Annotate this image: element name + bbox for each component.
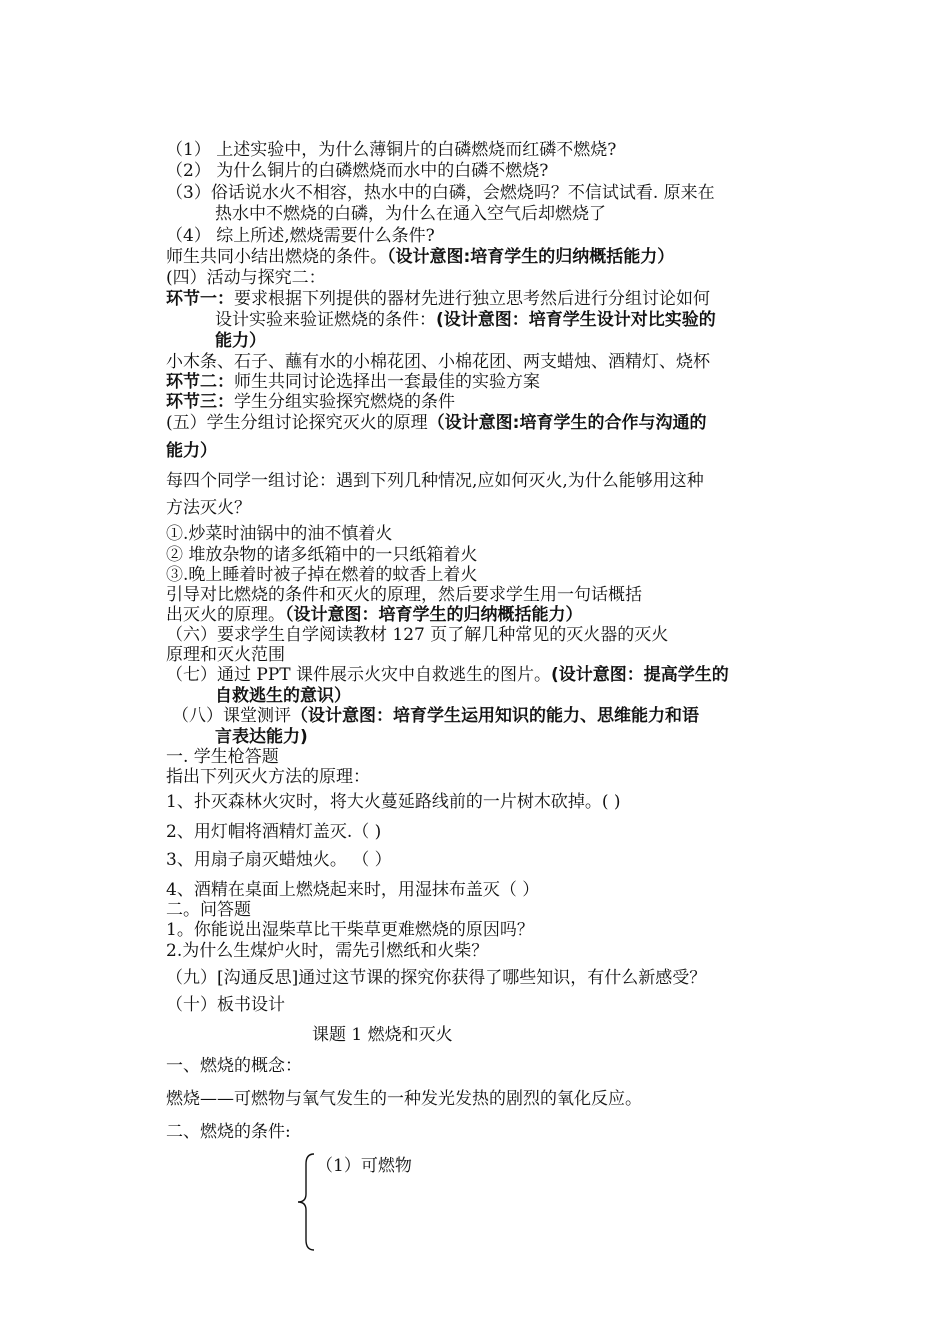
question-2: （2） 为什么铜片的白磷燃烧而水中的白磷不燃烧?	[166, 161, 549, 181]
question-1: （1） 上述实验中，为什么薄铜片的白磷燃烧而红磷不燃烧?	[166, 140, 617, 160]
summary-line	[166, 247, 786, 267]
step-2-text: 师生共同讨论选择出一套最佳的实验方案	[234, 372, 540, 392]
section-8-line-1	[172, 706, 792, 726]
section-7-line-1	[166, 665, 786, 685]
test-item-3: 3、用扇子扇灭蜡烛火。 （ ）	[166, 850, 392, 870]
section-8-intent: （设计意图：培育学生运用知识的能力、思维能力和语	[291, 706, 699, 726]
step-1-label: 环节一：	[166, 289, 234, 309]
step-1-intent-end: 能力）	[215, 331, 266, 351]
part-1-hint: 指出下列灭火方法的原理：	[166, 767, 370, 787]
group-discussion-line-1: 每四个同学一组讨论：遇到下列几种情况,应如何灭火,为什么能够用这种	[166, 471, 704, 491]
group-discussion-line-2: 方法灭火？	[166, 498, 251, 518]
board-concept-heading: 一、燃烧的概念：	[166, 1056, 302, 1076]
section-5-intent-end: 能力）	[166, 441, 217, 461]
guide-text: 出灭火的原理。	[166, 605, 285, 625]
part-1-heading: 一. 学生枪答题	[166, 747, 279, 767]
answer-question-1: 1。你能说出湿柴草比干柴草更难燃烧的原因吗？	[166, 920, 534, 940]
guide-intent: （设计意图：培育学生的归纳概括能力）	[285, 605, 583, 625]
part-2-heading: 二。问答题	[166, 900, 251, 920]
step-1-line-1	[166, 289, 786, 309]
step-3	[166, 392, 786, 412]
section-5-heading	[166, 413, 786, 433]
materials-list: 小木条、石子、蘸有水的小棉花团、小棉花团、两支蜡烛、酒精灯、烧杯	[166, 352, 710, 372]
step-3-text: 学生分组实验探究燃烧的条件	[234, 392, 455, 412]
question-3-line-1: （3）俗话说水火不相容，热水中的白磷，会燃烧吗？不信试试看. 原来在	[166, 183, 715, 203]
question-4: （4） 综上所述,燃烧需要什么条件?	[166, 226, 435, 246]
step-2-label: 环节二：	[166, 372, 234, 392]
test-item-2: 2、用灯帽将酒精灯盖灭.（ )	[166, 822, 382, 842]
board-conditions-heading: 二、燃烧的条件:	[166, 1122, 291, 1142]
board-concept-definition: 燃烧——可燃物与氧气发生的一种发光发热的剧烈的氧化反应。	[166, 1089, 642, 1109]
answer-question-2: 2.为什么生煤炉火时，需先引燃纸和火柴？	[166, 941, 489, 961]
case-2: ② 堆放杂物的诸多纸箱中的一只纸箱着火	[166, 545, 478, 565]
section-9: （九）[沟通反思]通过这节课的探究你获得了哪些知识，有什么新感受？	[166, 968, 707, 988]
section-6-line-1: （六）要求学生自学阅读教材 127 页了解几种常见的灭火器的灭火	[166, 625, 669, 645]
question-3-line-2: 热水中不燃烧的白磷，为什么在通入空气后却燃烧了	[215, 204, 606, 224]
section-7-text: （七）通过 PPT 课件展示火灾中自救逃生的图片。	[166, 665, 552, 685]
step-1-line-2	[215, 310, 835, 330]
summary-text: 师生共同小结出燃烧的条件。	[166, 247, 387, 267]
step-2	[166, 372, 786, 392]
section-7-intent: (设计意图：提高学生的	[551, 665, 729, 685]
section-10: （十）板书设计	[166, 995, 285, 1015]
step-1-text-2: 设计实验来验证燃烧的条件：	[215, 310, 436, 330]
guide-line-2	[166, 605, 786, 625]
case-1: ①.炒菜时油锅中的油不慎着火	[166, 524, 393, 544]
section-5-text: (五）学生分组讨论探究灭火的原理	[166, 413, 428, 433]
condition-1: （1）可燃物	[316, 1156, 412, 1176]
board-title: 课题 1 燃烧和灭火	[312, 1025, 453, 1045]
section-7-intent-end: 自救逃生的意识）	[215, 686, 351, 706]
step-3-label: 环节三：	[166, 392, 234, 412]
section-4-heading: (四）活动与探究二：	[166, 268, 326, 288]
step-1-intent: (设计意图：培育学生设计对比实验的	[436, 310, 716, 330]
section-5-intent: （设计意图:培育学生的合作与沟通的	[427, 413, 707, 433]
case-3: ③.晚上睡着时被子掉在燃着的蚊香上着火	[166, 565, 478, 585]
step-1-text: 要求根据下列提供的器材先进行独立思考然后进行分组讨论如何	[234, 289, 710, 309]
guide-line-1: 引导对比燃烧的条件和灭火的原理，然后要求学生用一句话概括	[166, 585, 642, 605]
test-item-1: 1、扑灭森林火灾时，将大火蔓延路线前的一片树木砍掉。( )	[166, 792, 621, 812]
section-8-text: （八）课堂测评	[172, 706, 291, 726]
test-item-4: 4、酒精在桌面上燃烧起来时，用湿抹布盖灭（ ）	[166, 880, 540, 900]
section-8-intent-end: 言表达能力)	[215, 727, 308, 747]
summary-intent: （设计意图:培育学生的归纳概括能力）	[387, 247, 675, 267]
section-6-line-2: 原理和灭火范围	[166, 645, 285, 665]
